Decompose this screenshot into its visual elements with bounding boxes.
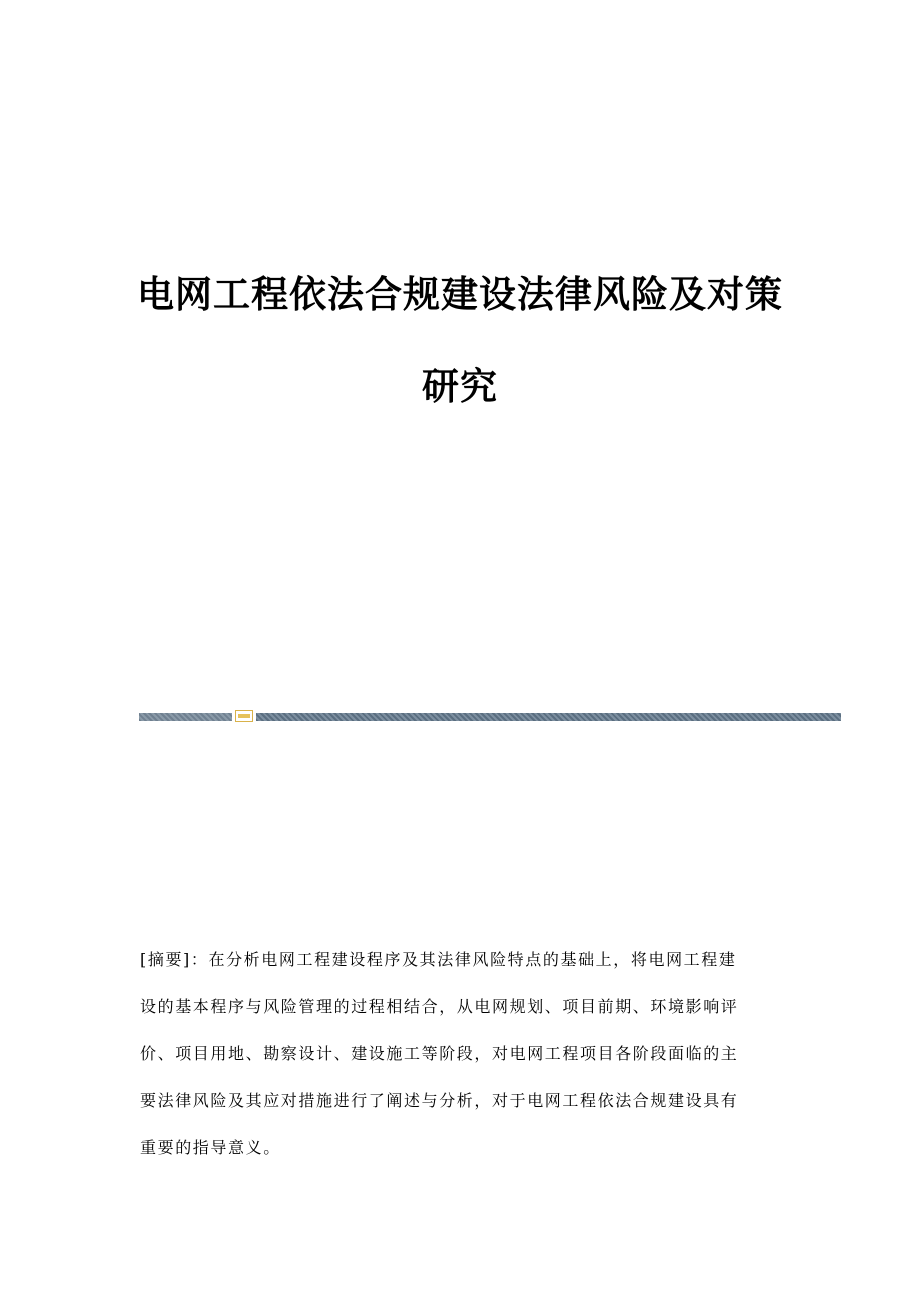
abstract-line: 重要的指导意义。 <box>140 1138 281 1157</box>
document-title-line-1: 电网工程依法合规建设法律风险及对策 <box>137 272 783 316</box>
abstract-paragraph <box>140 950 780 1185</box>
abstract-line: 要法律风险及其应对措施进行了阐述与分析，对于电网工程依法合规建设具有 <box>140 1091 739 1110</box>
divider-ornament-icon <box>235 710 253 722</box>
divider-right-bar <box>256 713 841 721</box>
document-title-line-2: 研究 <box>422 364 498 408</box>
decorative-divider <box>139 710 841 722</box>
abstract-line: 设的基本程序与风险管理的过程相结合，从电网规划、项目前期、环境影响评 <box>140 997 739 1016</box>
abstract-line: 价、项目用地、勘察设计、建设施工等阶段，对电网工程项目各阶段面临的主 <box>140 1044 739 1063</box>
abstract-line: [摘要]：在分析电网工程建设程序及其法律风险特点的基础上，将电网工程建 <box>140 950 737 969</box>
divider-left-bar <box>139 713 232 721</box>
